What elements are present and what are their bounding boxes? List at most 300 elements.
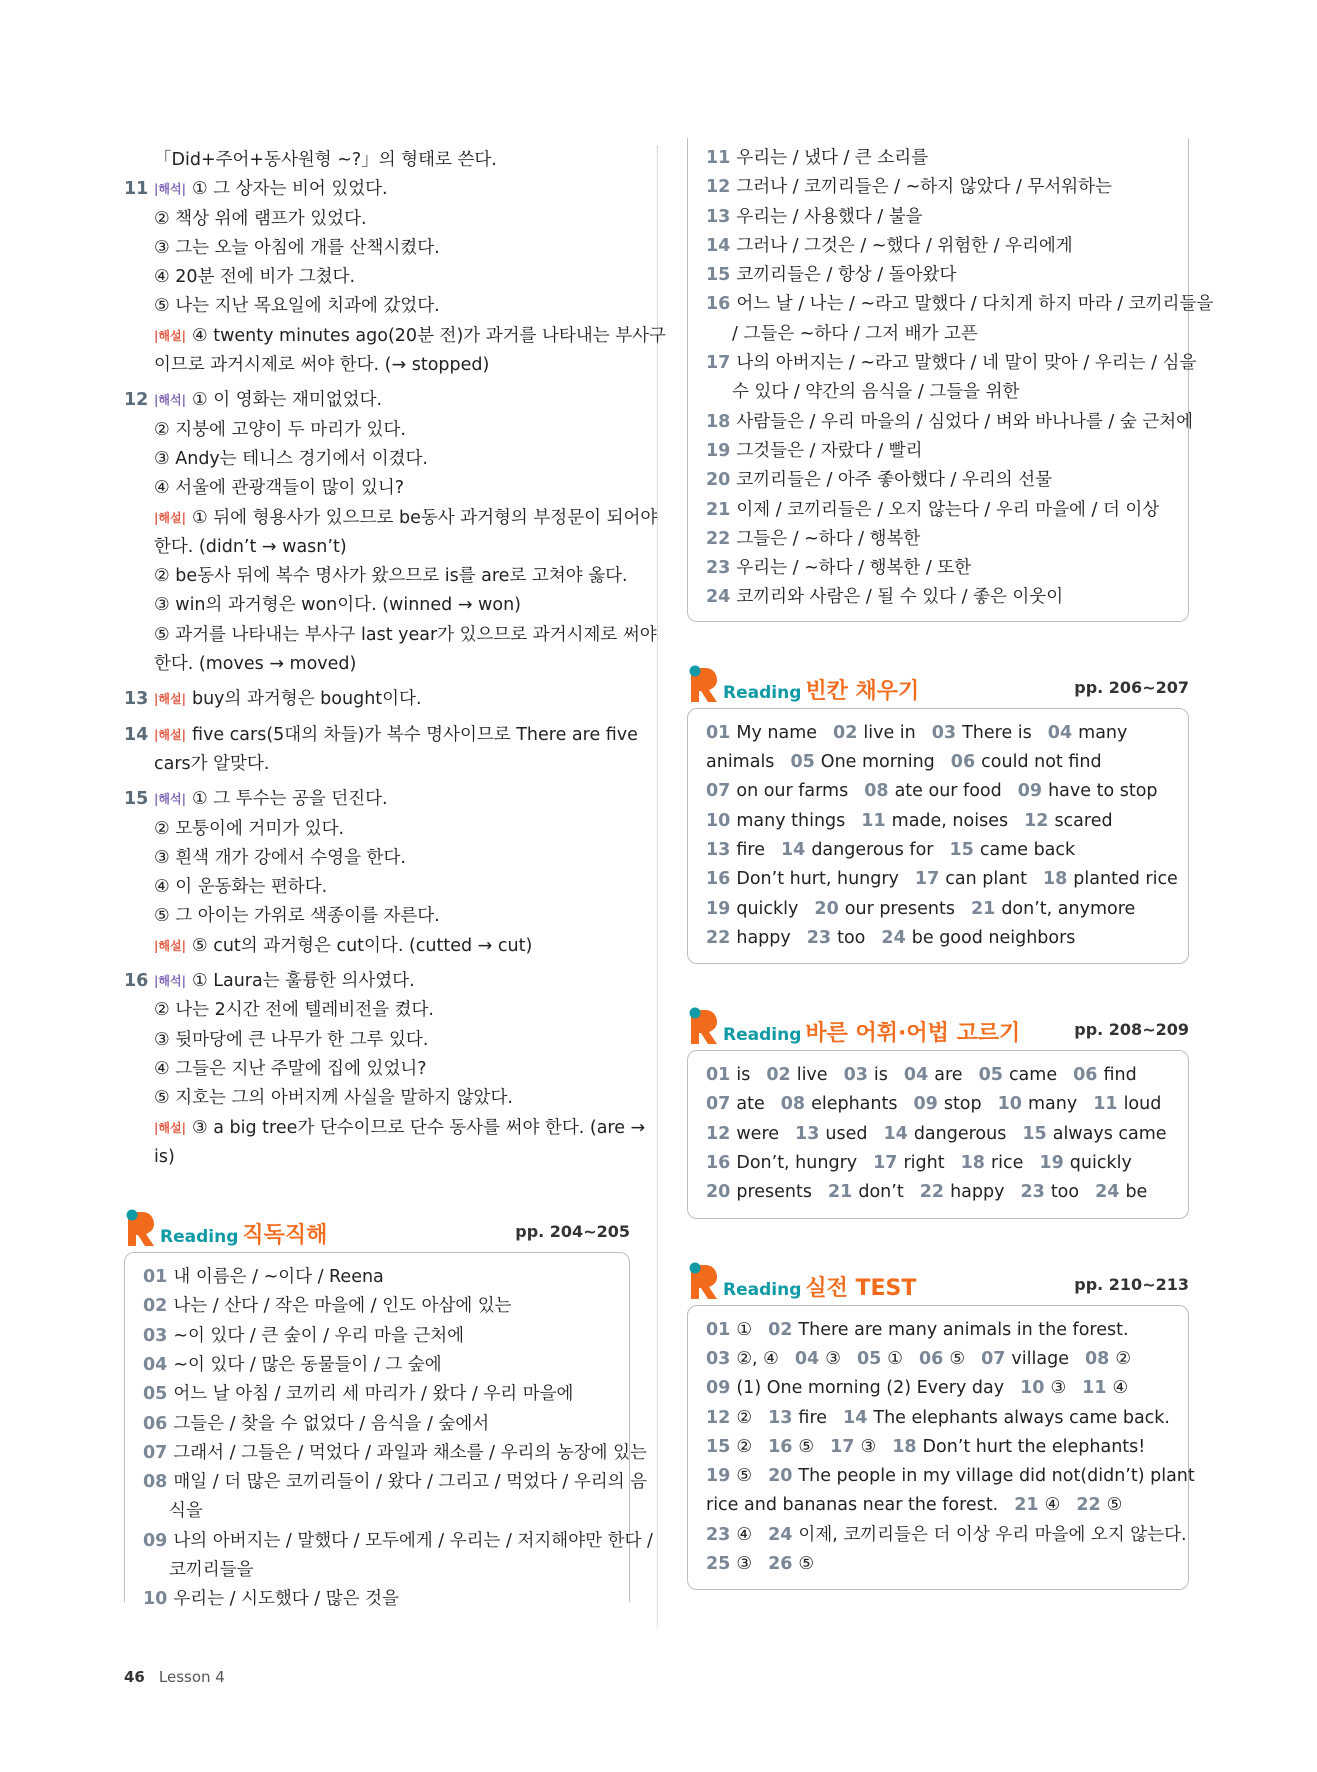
answer-item	[706, 1345, 779, 1374]
row-number: 15	[706, 265, 731, 286]
intro-line: 「Did+주어+동사원형 ~?」의 형태로 쓴다.	[154, 150, 497, 170]
row-text: 사람들은 / 우리 마을의 / 심었다 / 벼와 바나나를 / 숲 근처에	[736, 411, 1194, 432]
translation-text: ⑤ 나는 지난 목요일에 치과에 갔었다.	[154, 296, 440, 317]
row-number: 06	[143, 1413, 168, 1434]
answer-text: is	[873, 1065, 888, 1086]
reading-row	[143, 1322, 611, 1351]
question-14	[124, 721, 638, 780]
answer-item	[768, 1316, 1128, 1345]
translation-text: ① Laura는 훌륭한 의사였다.	[191, 971, 415, 992]
answer-number: 19	[1039, 1153, 1064, 1174]
answer-item	[1020, 1374, 1066, 1403]
question-11	[124, 175, 666, 380]
answer-number: 05	[978, 1065, 1003, 1086]
answer-number: 14	[883, 1123, 908, 1144]
explanation-line	[124, 533, 630, 562]
answer-item	[795, 1345, 841, 1374]
answer-text: Don’t, hungry	[736, 1153, 858, 1174]
row-text: 코끼리들을	[169, 1560, 254, 1581]
answer-text: The people in my village did not(didn’t) plant	[798, 1466, 1195, 1487]
reading-row	[706, 173, 1170, 202]
answer-number: 07	[706, 1094, 731, 1115]
answer-item	[1024, 807, 1113, 836]
answer-item	[998, 1090, 1078, 1119]
answer-text: ④	[1044, 1495, 1061, 1516]
answer-text: dangerous for	[811, 839, 934, 860]
answer-number: 09	[913, 1094, 938, 1115]
tag-text: 해설	[158, 938, 182, 953]
explanation-line	[124, 1143, 630, 1172]
question-line	[124, 175, 630, 204]
answer-text: Don’t hurt, hungry	[736, 869, 899, 890]
lesson-label: Lesson 4	[158, 1668, 225, 1686]
answer-item	[949, 836, 1075, 865]
answer-item	[1085, 1345, 1131, 1374]
answer-text: is	[736, 1065, 751, 1086]
translation-text: ④ 그들은 지난 주말에 집에 있었니?	[154, 1058, 427, 1079]
explanation-text: ③ win의 과거형은 won이다. (winned → won)	[154, 595, 522, 616]
answer-text: rice and bananas near the forest.	[706, 1495, 999, 1516]
answer-item	[904, 1061, 963, 1090]
explanation-line	[124, 621, 657, 650]
row-number: 13	[706, 206, 731, 227]
answer-number: 11	[1082, 1378, 1107, 1399]
answer-text: have to stop	[1048, 781, 1158, 802]
answer-number: 23	[1020, 1182, 1045, 1203]
answer-number: 19	[706, 898, 731, 919]
answer-text: many	[1078, 722, 1128, 743]
answer-number: 06	[1073, 1065, 1098, 1086]
reading-row	[143, 1439, 647, 1468]
answer-item	[864, 777, 1002, 806]
answer-text: are	[934, 1065, 963, 1086]
answer-item	[1093, 1090, 1161, 1119]
answer-row	[706, 1061, 1170, 1090]
translation-text: ④ 20분 전에 비가 그쳤다.	[154, 267, 356, 288]
answer-item	[913, 1090, 981, 1119]
answer-number: 05	[856, 1348, 882, 1369]
answer-row	[706, 1090, 1170, 1119]
explanation-text: ③ a big tree가 단수이므로 단수 동사를 써야 한다. (are →	[191, 1117, 646, 1138]
answer-number: 16	[706, 1153, 731, 1174]
answer-number: 11	[1093, 1094, 1118, 1115]
row-number: 05	[143, 1384, 168, 1405]
answer-number: 22	[706, 927, 731, 948]
section-label-ko: 직독직해	[242, 1223, 328, 1249]
explanation-text: five cars(5대의 차들)가 복수 명사이므로 There are five	[191, 724, 638, 745]
page-number: 46	[124, 1668, 145, 1686]
answer-number: 18	[960, 1153, 985, 1174]
translation-text: ② 책상 위에 램프가 있었다.	[154, 208, 367, 229]
translation-text: ④ 서울에 관광객들이 많이 있니?	[154, 478, 405, 499]
answer-number: 19	[706, 1466, 731, 1487]
row-number: 20	[706, 470, 731, 491]
answer-item	[981, 1345, 1069, 1374]
answer-item	[861, 807, 1008, 836]
answer-row	[706, 1178, 1170, 1207]
answer-text: many things	[736, 810, 846, 831]
answer-item	[706, 807, 845, 836]
section-label-ko: 바른 어휘·어법 고르기	[805, 1021, 1021, 1047]
answer-item	[814, 895, 955, 924]
answer-text: don’t	[858, 1182, 904, 1203]
row-text: 어느 날 / 나는 / ~라고 말했다 / 다치게 하지 마라 / 코끼리들을	[736, 294, 1214, 315]
answer-item	[1020, 1178, 1079, 1207]
question-number: 14	[124, 724, 149, 745]
answer-text: came	[1008, 1065, 1058, 1086]
explanation-line	[124, 650, 630, 679]
answer-text: always came	[1052, 1123, 1167, 1144]
answer-item	[790, 748, 934, 777]
answer-number: 23	[706, 1524, 731, 1545]
explanation-text: 한다. (moves → moved)	[154, 654, 357, 675]
answer-number: 26	[768, 1553, 793, 1574]
answer-text: find	[1103, 1065, 1137, 1086]
translation-text: ③ 흰색 개가 강에서 수영을 한다.	[154, 847, 406, 868]
answer-number: 16	[768, 1436, 793, 1457]
reading-row	[706, 496, 1170, 525]
answer-number: 17	[914, 869, 940, 890]
answer-number: 17	[830, 1436, 855, 1457]
translation-text: ② 지붕에 고양이 두 마리가 있다.	[154, 419, 406, 440]
column-divider	[657, 146, 658, 1626]
explanation-text: ① 뒤에 형용사가 있으므로 be동사 과거형의 부정문이 되어야	[191, 507, 658, 528]
answer-text: rice	[990, 1153, 1024, 1174]
answer-text: don’t, anymore	[1001, 898, 1136, 919]
answer-text: ③	[1050, 1378, 1067, 1399]
page-range: pp. 210~213	[1074, 1274, 1189, 1294]
question-15	[124, 785, 630, 961]
answer-number: 25	[706, 1553, 731, 1574]
answer-text: fire	[736, 839, 765, 860]
row-number: 10	[143, 1589, 168, 1610]
choose-box	[687, 1050, 1189, 1218]
answer-number: 22	[1076, 1495, 1101, 1516]
answer-text: animals	[706, 752, 775, 773]
row-text: 코끼리와 사람은 / 될 수 있다 / 좋은 이웃이	[736, 587, 1064, 608]
reading-row	[706, 232, 1170, 261]
reading-row	[706, 554, 1170, 583]
answer-text: village	[1011, 1348, 1069, 1369]
explanation-text: ⑤ 과거를 나타내는 부사구 last year가 있으므로 과거시제로 써야	[154, 624, 657, 645]
row-number: 22	[706, 528, 731, 549]
answer-item	[781, 1090, 898, 1119]
answer-text: quickly	[1069, 1153, 1132, 1174]
answer-text: There is	[962, 722, 1032, 743]
answer-number: 24	[768, 1524, 793, 1545]
answer-text: ate our food	[894, 781, 1002, 802]
section-label-ko: 빈칸 채우기	[805, 678, 920, 704]
answer-number: 10	[997, 1094, 1022, 1115]
answer-item	[706, 1149, 857, 1178]
answer-text: our presents	[844, 898, 955, 919]
explanation-text: cars가 알맞다.	[154, 753, 270, 774]
answer-text: ②	[736, 1436, 753, 1457]
question-line	[124, 386, 630, 415]
explanation-tag: |해설|	[154, 510, 186, 525]
explanation-text: buy의 과거형은 bought이다.	[191, 689, 422, 710]
test-box	[687, 1305, 1195, 1591]
translation-text: ⑤ 그 아이는 가위로 색종이를 자른다.	[154, 906, 440, 927]
answer-text: on our farms	[736, 781, 849, 802]
answer-number: 04	[1047, 722, 1073, 743]
answer-text: live	[796, 1065, 828, 1086]
tag-text: 해설	[158, 328, 182, 343]
answer-item	[706, 1120, 779, 1149]
translation-text: ① 그 상자는 비어 있었다.	[191, 179, 388, 200]
reading-row	[143, 1292, 611, 1321]
row-number: 08	[143, 1472, 168, 1493]
answer-item	[807, 924, 866, 953]
translation-tag: |해석|	[154, 792, 186, 807]
answer-text: made, noises	[891, 810, 1009, 831]
section-label-en: Reading	[723, 1025, 802, 1046]
answer-item	[706, 1521, 752, 1550]
answer-text: (1) One morning (2) Every day	[736, 1378, 1005, 1399]
row-text: 매일 / 더 많은 코끼리들이 / 왔다 / 그리고 / 먹었다 / 우리의 음	[173, 1472, 648, 1493]
answer-number: 15	[706, 1436, 731, 1457]
answer-item	[768, 1550, 814, 1579]
reading-row	[706, 525, 1170, 554]
answer-item	[1014, 1491, 1060, 1520]
answer-row	[706, 1550, 1170, 1579]
answer-number: 09	[1017, 781, 1043, 802]
row-text: 우리는 / 냈다 / 큰 소리를	[736, 148, 929, 168]
answer-number: 07	[981, 1348, 1006, 1369]
row-text: 나의 아버지는 / 말했다 / 모두에게 / 우리는 / 저지해야만 한다 /	[173, 1530, 653, 1551]
explanation-line	[124, 562, 630, 591]
answer-number: 16	[706, 869, 731, 890]
right-column	[687, 146, 1214, 1590]
row-text: 나의 아버지는 / ~라고 말했다 / 네 말이 맞아 / 우리는 / 심을	[736, 353, 1197, 374]
question-12	[124, 386, 658, 679]
explanation-line	[124, 932, 630, 961]
question-number: 13	[124, 689, 149, 710]
explanation-line	[124, 1114, 646, 1143]
answer-row	[706, 1374, 1170, 1403]
reading-row	[706, 203, 1170, 232]
row-text: 어느 날 아침 / 코끼리 세 마리가 / 왔다 / 우리 마을에	[173, 1384, 574, 1405]
answer-item	[768, 1433, 814, 1462]
question-number: 16	[124, 971, 149, 992]
translation-tag: |해석|	[154, 393, 186, 408]
answer-item	[706, 1462, 752, 1491]
answer-text: dangerous	[913, 1123, 1007, 1144]
answer-item	[706, 1491, 998, 1520]
answer-text: My name	[736, 722, 818, 743]
direct-reading-box	[124, 1252, 653, 1610]
answer-item	[766, 1061, 827, 1090]
answer-number: 10	[1020, 1378, 1045, 1399]
answer-number: 01	[706, 722, 731, 743]
answer-item	[1073, 1061, 1137, 1090]
answer-item	[844, 1061, 888, 1090]
answer-item	[795, 1120, 867, 1149]
answer-text: scared	[1054, 810, 1113, 831]
explanation-tag: |해설|	[154, 938, 186, 953]
answer-number: 20	[814, 898, 839, 919]
row-text: 코끼리들은 / 아주 좋아했다 / 우리의 선물	[736, 470, 1053, 491]
reading-row	[706, 466, 1170, 495]
reading-row-continued	[706, 320, 1170, 349]
row-number: 17	[706, 353, 731, 374]
answer-number: 02	[766, 1065, 791, 1086]
row-text: 그러나 / 그것은 / ~했다 / 위험한 / 우리에게	[736, 235, 1073, 256]
answer-row	[706, 1316, 1170, 1345]
answer-item	[768, 1404, 827, 1433]
reading-row	[706, 349, 1197, 378]
reading-row	[143, 1263, 611, 1292]
answer-number: 18	[892, 1436, 917, 1457]
question-number: 12	[124, 390, 149, 411]
translation-text: ⑤ 지호는 그의 아버지께 사실을 말하지 않았다.	[154, 1088, 513, 1109]
answer-row	[706, 1120, 1170, 1149]
answer-number: 14	[780, 839, 806, 860]
answer-text: quickly	[736, 898, 799, 919]
answer-number: 15	[949, 839, 974, 860]
answer-number: 20	[706, 1182, 731, 1203]
answer-number: 20	[768, 1466, 793, 1487]
answer-number: 03	[843, 1065, 868, 1086]
page-range: pp. 208~209	[1074, 1020, 1189, 1040]
page-range: pp. 204~205	[515, 1222, 630, 1242]
answer-item	[706, 1374, 1004, 1403]
answer-row	[706, 1345, 1170, 1374]
answer-number: 17	[873, 1153, 898, 1174]
translation-text: ③ 뒷마당에 큰 나무가 한 그루 있다.	[154, 1029, 429, 1050]
row-text: 그것들은 / 자랐다 / 빨리	[736, 440, 923, 461]
reading-row	[706, 261, 1170, 290]
answer-number: 13	[795, 1123, 820, 1144]
answer-item	[951, 748, 1102, 777]
answer-text: can plant	[945, 869, 1027, 890]
explanation-tag: |해설|	[154, 1120, 186, 1135]
answer-number: 03	[931, 722, 957, 743]
answer-number: 13	[706, 839, 731, 860]
section-header-test	[687, 1257, 1189, 1305]
row-text: 식을	[169, 1501, 203, 1522]
answer-item	[920, 1178, 1005, 1207]
tag-text: 해석	[158, 182, 182, 197]
explanation-line	[124, 322, 666, 351]
answer-item	[857, 1345, 903, 1374]
answer-text: 이제, 코끼리들은 더 이상 우리 마을에 오지 않는다.	[798, 1524, 1187, 1545]
answer-number: 11	[861, 810, 886, 831]
answer-text: be good neighbors	[911, 927, 1076, 948]
answer-text: loud	[1123, 1094, 1162, 1115]
answer-number: 23	[806, 927, 832, 948]
row-text: 그들은 / ~하다 / 행복한	[736, 528, 921, 549]
answer-text: ①	[887, 1348, 903, 1369]
explanation-text: 이므로 과거시제로 써야 한다. (→ stopped)	[154, 355, 490, 376]
reading-row-continued	[143, 1556, 611, 1585]
answer-text: too	[837, 927, 866, 948]
row-number: 18	[706, 411, 731, 432]
section-label-en: Reading	[723, 682, 802, 703]
row-text: 내 이름은 / ~이다 / Reena	[173, 1267, 384, 1288]
answer-item	[932, 719, 1032, 748]
row-text: 그러나 / 코끼리들은 / ~하지 않았다 / 무서워하는	[736, 177, 1112, 198]
answer-text: used	[825, 1123, 868, 1144]
answer-item	[1022, 1120, 1166, 1149]
answer-number: 01	[706, 1065, 731, 1086]
row-number: 04	[143, 1354, 168, 1375]
section-header-choose	[687, 1002, 1189, 1050]
answer-number: 02	[833, 722, 858, 743]
answer-row	[706, 1433, 1170, 1462]
row-text: ~이 있다 / 많은 동물들이 / 그 숲에	[173, 1354, 442, 1375]
answer-number: 06	[950, 752, 976, 773]
explanation-tag: |해설|	[154, 727, 186, 742]
answer-text: live in	[863, 722, 916, 743]
row-text: 코끼리들은 / 항상 / 돌아왔다	[736, 265, 957, 286]
answer-text: many	[1027, 1094, 1078, 1115]
section-label-en: Reading	[160, 1227, 239, 1248]
row-text: / 그들은 ~하다 / 그저 배가 고픈	[732, 323, 978, 344]
answer-item	[706, 1090, 765, 1119]
answer-number: 22	[919, 1182, 945, 1203]
answer-item	[706, 1404, 752, 1433]
tag-text: 해석	[158, 792, 182, 807]
translation-tag: |해석|	[154, 974, 186, 989]
translation-text: ③ Andy는 테니스 경기에서 이겼다.	[154, 448, 428, 469]
reading-row	[706, 144, 1170, 173]
translation-text: ② 나는 2시간 전에 텔레비전을 켰다.	[154, 1000, 434, 1021]
answer-text: ③	[736, 1553, 753, 1574]
row-text: 이제 / 코끼리들은 / 오지 않는다 / 우리 마을에 / 더 이상	[736, 499, 1160, 520]
explanation-tag: |해설|	[154, 328, 186, 343]
answer-item	[883, 1120, 1006, 1149]
reading-r-icon	[687, 662, 719, 704]
answer-item	[881, 924, 1075, 953]
translation-text: ② 모퉁이에 거미가 있다.	[154, 818, 345, 839]
answer-text: right	[903, 1153, 945, 1174]
answer-item	[706, 1316, 752, 1345]
row-number: 21	[706, 499, 731, 520]
answer-item	[706, 1061, 750, 1090]
answer-row	[706, 865, 1178, 894]
row-number: 11	[706, 148, 731, 168]
answer-row	[706, 1521, 1187, 1550]
answer-row	[706, 895, 1170, 924]
question-line	[124, 785, 630, 814]
reading-row	[143, 1468, 648, 1497]
answer-item	[1082, 1374, 1128, 1403]
row-number: 01	[143, 1267, 168, 1288]
answer-number: 05	[790, 752, 815, 773]
answer-text: ②, ④	[736, 1348, 779, 1369]
answer-item	[1043, 865, 1178, 894]
answer-row	[706, 1491, 1170, 1520]
answer-text: ②	[736, 1407, 753, 1428]
answer-text: ②	[1115, 1348, 1132, 1369]
answer-item	[706, 836, 765, 865]
row-text: ~이 있다 / 큰 숲이 / 우리 마을 근처에	[173, 1325, 465, 1346]
answer-text: ④	[736, 1524, 753, 1545]
answer-row	[706, 1404, 1170, 1433]
reading-row	[706, 437, 1170, 466]
row-number: 24	[706, 587, 731, 608]
row-number: 23	[706, 558, 731, 579]
row-number: 16	[706, 294, 731, 315]
reading-row	[143, 1585, 611, 1614]
answer-number: 08	[780, 1094, 806, 1115]
answer-item	[873, 1149, 944, 1178]
answer-text: ⑤	[736, 1466, 753, 1487]
row-number: 14	[706, 235, 731, 256]
answer-item	[833, 719, 916, 748]
reading-row	[143, 1527, 653, 1556]
